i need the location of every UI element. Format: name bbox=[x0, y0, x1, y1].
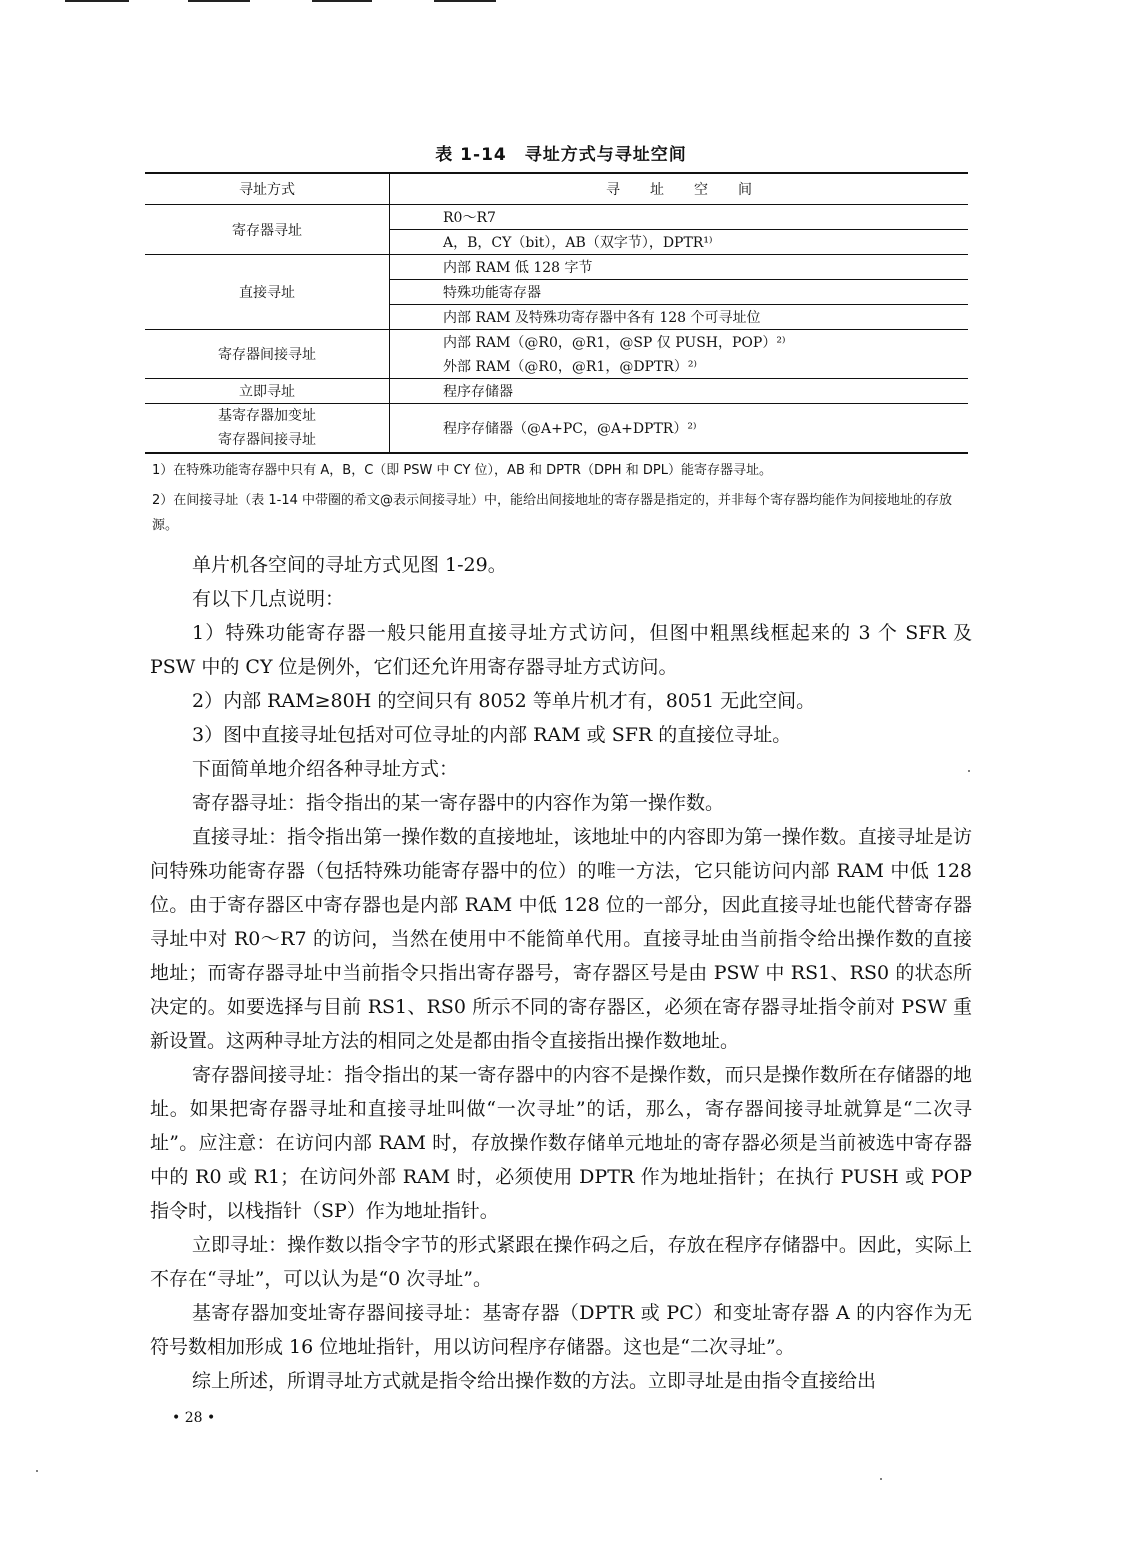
space-cell: 特殊功能寄存器 bbox=[390, 280, 969, 305]
mode-cell: 寄存器寻址 bbox=[145, 205, 390, 255]
space-cell: 程序存储器 bbox=[390, 379, 969, 404]
paragraph: 寄存器间接寻址：指令指出的某一寄存器中的内容不是操作数，而只是操作数所在存储器的地址。如果把寄存器寻址和直接寻址叫做“一次寻址”的话，那么，寄存器间接寻址就算是“二次寻址”。应注意：在访问内部 RAM 时，存放操作数存储单元地址的寄存器必须是当前被选中寄存器中的 R0 或 R1；在访问外部 RAM 时，必须使用 DPTR 作为地址指针；在执行 PUSH 或 POP 指令时，以栈指针（SP）作为地址指针。 bbox=[150, 1064, 972, 1222]
page-number: • 28 • bbox=[172, 1410, 216, 1426]
space-cell: 内部 RAM 及特殊功寄存器中各有 128 个可寻址位 bbox=[390, 305, 969, 330]
paragraph: 2）内部 RAM≥80H 的空间只有 8052 等单片机才有，8051 无此空间。 bbox=[192, 690, 816, 712]
mode-line: 寄存器间接寻址 bbox=[218, 432, 316, 448]
mode-cell: 寄存器间接寻址 bbox=[145, 330, 390, 379]
table-row bbox=[145, 330, 968, 355]
space-cell: 程序存储器（@A+PC，@A+DPTR）²⁾ bbox=[390, 404, 969, 454]
scan-edge-line bbox=[312, 0, 372, 2]
paragraph: 基寄存器加变址寄存器间接寻址：基寄存器（DPTR 或 PC）和变址寄存器 A 的内容作为无符号数相加形成 16 位地址指针，用以访问程序存储器。这也是“二次寻址”。 bbox=[150, 1302, 972, 1358]
paragraph: 下面简单地介绍各种寻址方式： bbox=[192, 758, 459, 780]
paragraph: 综上所述，所谓寻址方式就是指令给出操作数的方法。立即寻址是由指令直接给出 bbox=[192, 1370, 877, 1392]
space-cell: R0～R7 bbox=[443, 210, 496, 226]
space-cell: 内部 RAM（@R0，@R1，@SP 仅 PUSH，POP）²⁾ bbox=[390, 330, 969, 355]
paragraph: 寄存器寻址：指令指出的某一寄存器中的内容作为第一操作数。 bbox=[192, 792, 725, 814]
paragraph: 立即寻址：操作数以指令字节的形式紧跟在操作码之后，存放在程序存储器中。因此，实际上不存在“寻址”，可以认为是“0 次寻址”。 bbox=[150, 1234, 972, 1290]
scan-edge-line bbox=[434, 0, 496, 2]
body-text bbox=[150, 548, 972, 1398]
mode-cell: 直接寻址 bbox=[145, 255, 390, 330]
scan-speck bbox=[36, 1470, 38, 1472]
mode-line: 基寄存器加变址 bbox=[218, 408, 316, 424]
paragraph: 有以下几点说明： bbox=[192, 588, 345, 610]
table-header-row bbox=[145, 173, 968, 205]
table-row bbox=[145, 404, 968, 454]
mode-cell bbox=[145, 404, 390, 454]
table-row bbox=[145, 255, 968, 280]
footnote-1: 1）在特殊功能寄存器中只有 A，B，C（即 PSW 中 CY 位），AB 和 DPTR（DPH 和 DPL）能寄存器寻址。 bbox=[152, 463, 772, 478]
space-cell: 外部 RAM（@R0，@R1，@DPTR）²⁾ bbox=[443, 359, 697, 375]
scan-edge-line bbox=[188, 0, 250, 2]
paragraph: 3）图中直接寻址包括对可位寻址的内部 RAM 或 SFR 的直接位寻址。 bbox=[192, 724, 792, 746]
paragraph: 直接寻址：指令指出第一操作数的直接地址，该地址中的内容即为第一操作数。直接寻址是访问特殊功能寄存器（包括特殊功能寄存器中的位）的唯一方法，它只能访问内部 RAM 中低 128 位。由于寄存器区中寄存器也是内部 RAM 中低 128 位的一部分，因此直接寻址也能代替寄存器寻址中对 R0～R7 的访问，当然在使用中不能简单代用。直接寻址由当前指令给出操作数的直接地址；而寄存器寻址中当前指令只指出寄存器号，寄存器区号是由 PSW 中 RS1、RS0 的状态所决定的。如要选择与目前 RS1、RS0 所示不同的寄存器区，必须在寄存器寻址指令前对 PSW 重新设置。这两种寻址方法的相同之处是都由指令直接指出操作数地址。 bbox=[150, 826, 972, 1052]
space-cell: A，B，CY（bit），AB（双字节），DPTR¹⁾ bbox=[390, 230, 969, 255]
footnote-2: 2）在间接寻址（表 1-14 中带圈的希文@表示间接寻址）中，能给出间接地址的寄存器是指定的，并非每个寄存器均能作为间接地址的存放源。 bbox=[152, 493, 953, 533]
table-caption: 表 1-14 寻址方式与寻址空间 bbox=[435, 145, 687, 165]
scan-speck bbox=[968, 770, 970, 772]
table-row bbox=[145, 205, 968, 230]
header-addressing-space: 寻址空间 bbox=[390, 173, 969, 205]
space-cell: 内部 RAM 低 128 字节 bbox=[390, 255, 969, 280]
scan-edge-line bbox=[65, 0, 129, 2]
paragraph: 单片机各空间的寻址方式见图 1-29。 bbox=[192, 554, 507, 576]
scan-speck bbox=[880, 1478, 882, 1480]
mode-cell: 立即寻址 bbox=[145, 379, 390, 404]
table-row bbox=[145, 379, 968, 404]
addressing-table bbox=[145, 172, 968, 454]
paragraph: 1）特殊功能寄存器一般只能用直接寻址方式访问，但图中粗黑线框起来的 3 个 SFR 及 PSW 中的 CY 位是例外，它们还允许用寄存器寻址方式访问。 bbox=[150, 622, 972, 678]
header-addressing-mode: 寻址方式 bbox=[145, 173, 390, 205]
